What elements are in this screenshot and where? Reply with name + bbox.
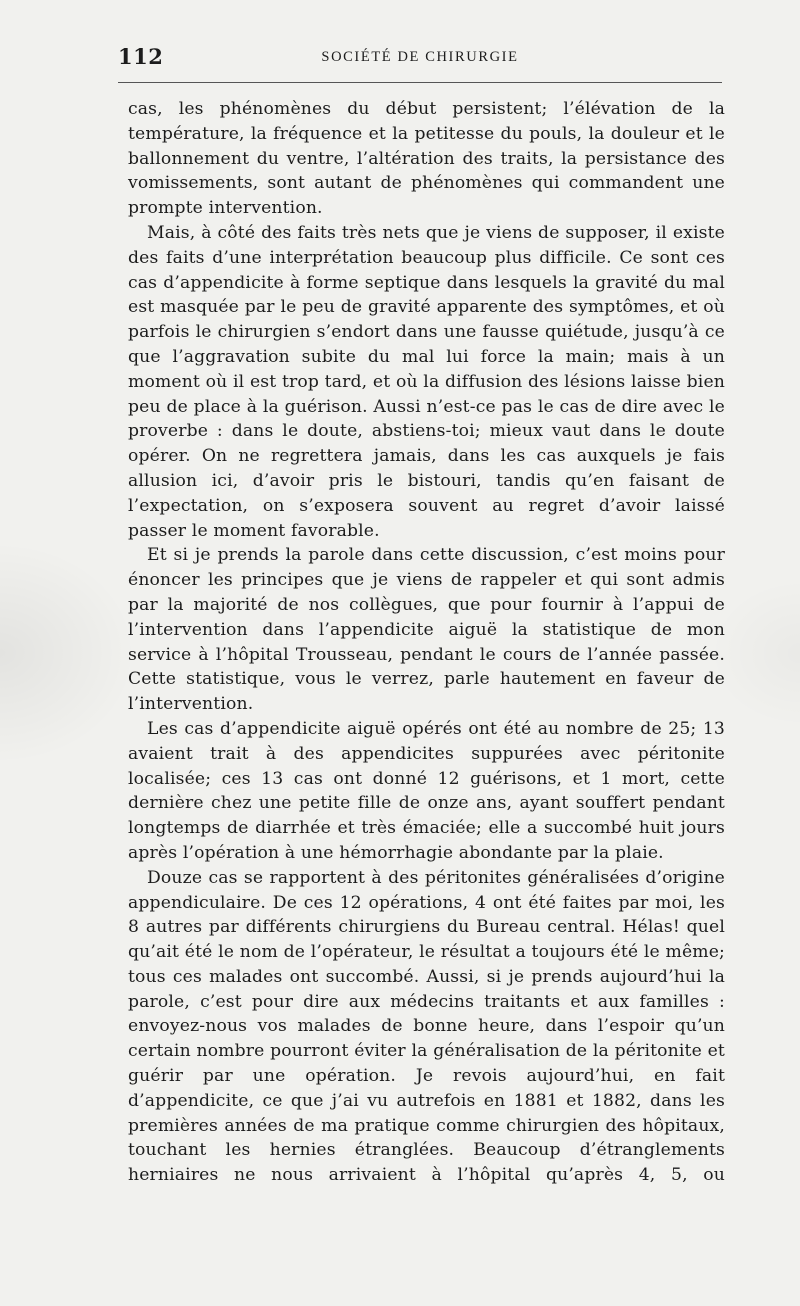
running-head (118, 44, 722, 74)
paragraph: Les cas d’appendicite aiguë opérés ont été au nombre de 25; 13 avaient trait à des appendicites suppurées avec péritonite localisée; ces 13 cas ont donné 12 guérisons, et 1 mort, cette dernière chez une petite fille de onze ans, ayant souffert pendant longtemps de diarrhée et très émaciée; elle a succombé huit jours après l’opération à une hémorrhagie abondante par la plaie. (128, 718, 725, 863)
paragraph: Douze cas se rapportent à des péritonites généralisées d’origine appendiculaire. De ces 12 opérations, 4 ont été faites par moi, les 8 autres par différents chirurgiens du Bureau central. Hélas! quel qu’ait été le nom de l’opérateur, le résultat a toujours été le même; tous ces malades ont succombé. Aussi, si je prends aujourd’hui la parole, c’est pour dire aux médecins traitants et aux familles : envoyez-nous vos malades de bonne heure, dans l’espoir qu’un certain nombre pourront éviter la généralisation de la péritonite et guérir par une opération. Je revois aujourd’hui, en fait d’appendicite, ce que j’ai vu autrefois en 1881 et 1882, dans les premières années de ma pratique comme chirurgien des hôpitaux, touchant les hernies étranglées. Beaucoup d’étranglements herniaires ne nous arrivaient à l’hôpital qu’après 4, 5, ou (128, 867, 725, 1186)
header-rule (118, 82, 722, 83)
paragraph: Mais, à côté des faits très nets que je viens de supposer, il existe des faits d’une interprétation beaucoup plus difficile. Ce sont ces cas d’appendicite à forme septique dans lesquels la gravité du mal est masquée par le peu de gravité apparente des symptômes, et où parfois le chirurgien s’endort dans une fausse quiétude, jusqu’à ce que l’aggravation subite du mal lui force la main; mais à un moment où il est trop tard, et où la diffusion des lésions laisse bien peu de place à la guérison. Aussi n’est-ce pas le cas de dire avec le proverbe : dans le doute, abstiens-toi; mieux vaut dans le doute opérer. On ne regrettera jamais, dans les cas auxquels je fais allusion ici, d’avoir pris le bistouri, tandis qu’en faisant de l’expectation, on s’exposera souvent au regret d’avoir laissé passer le moment favorable. (128, 222, 725, 541)
body-text (128, 97, 725, 1188)
paragraph: cas, les phénomènes du début persistent; l’élévation de la température, la fréquence et la petitesse du pouls, la douleur et le ballonnement du ventre, l’altération des traits, la persistance des vomissements, sont autant de phénomènes qui commandent une prompte intervention. (128, 99, 725, 219)
running-title: SOCIÉTÉ DE CHIRURGIE (321, 49, 519, 65)
paragraph: Et si je prends la parole dans cette discussion, c’est moins pour énoncer les principes que je viens de rappeler et qui sont admis par la majorité de nos collègues, que pour fournir à l’appui de l’intervention dans l’appendicite aiguë la statistique de mon service à l’hôpital Trousseau, pendant le cours de l’année passée. Cette statistique, vous le verrez, parle hautement en faveur de l’intervention. (128, 545, 725, 715)
page-number: 112 (118, 44, 164, 69)
